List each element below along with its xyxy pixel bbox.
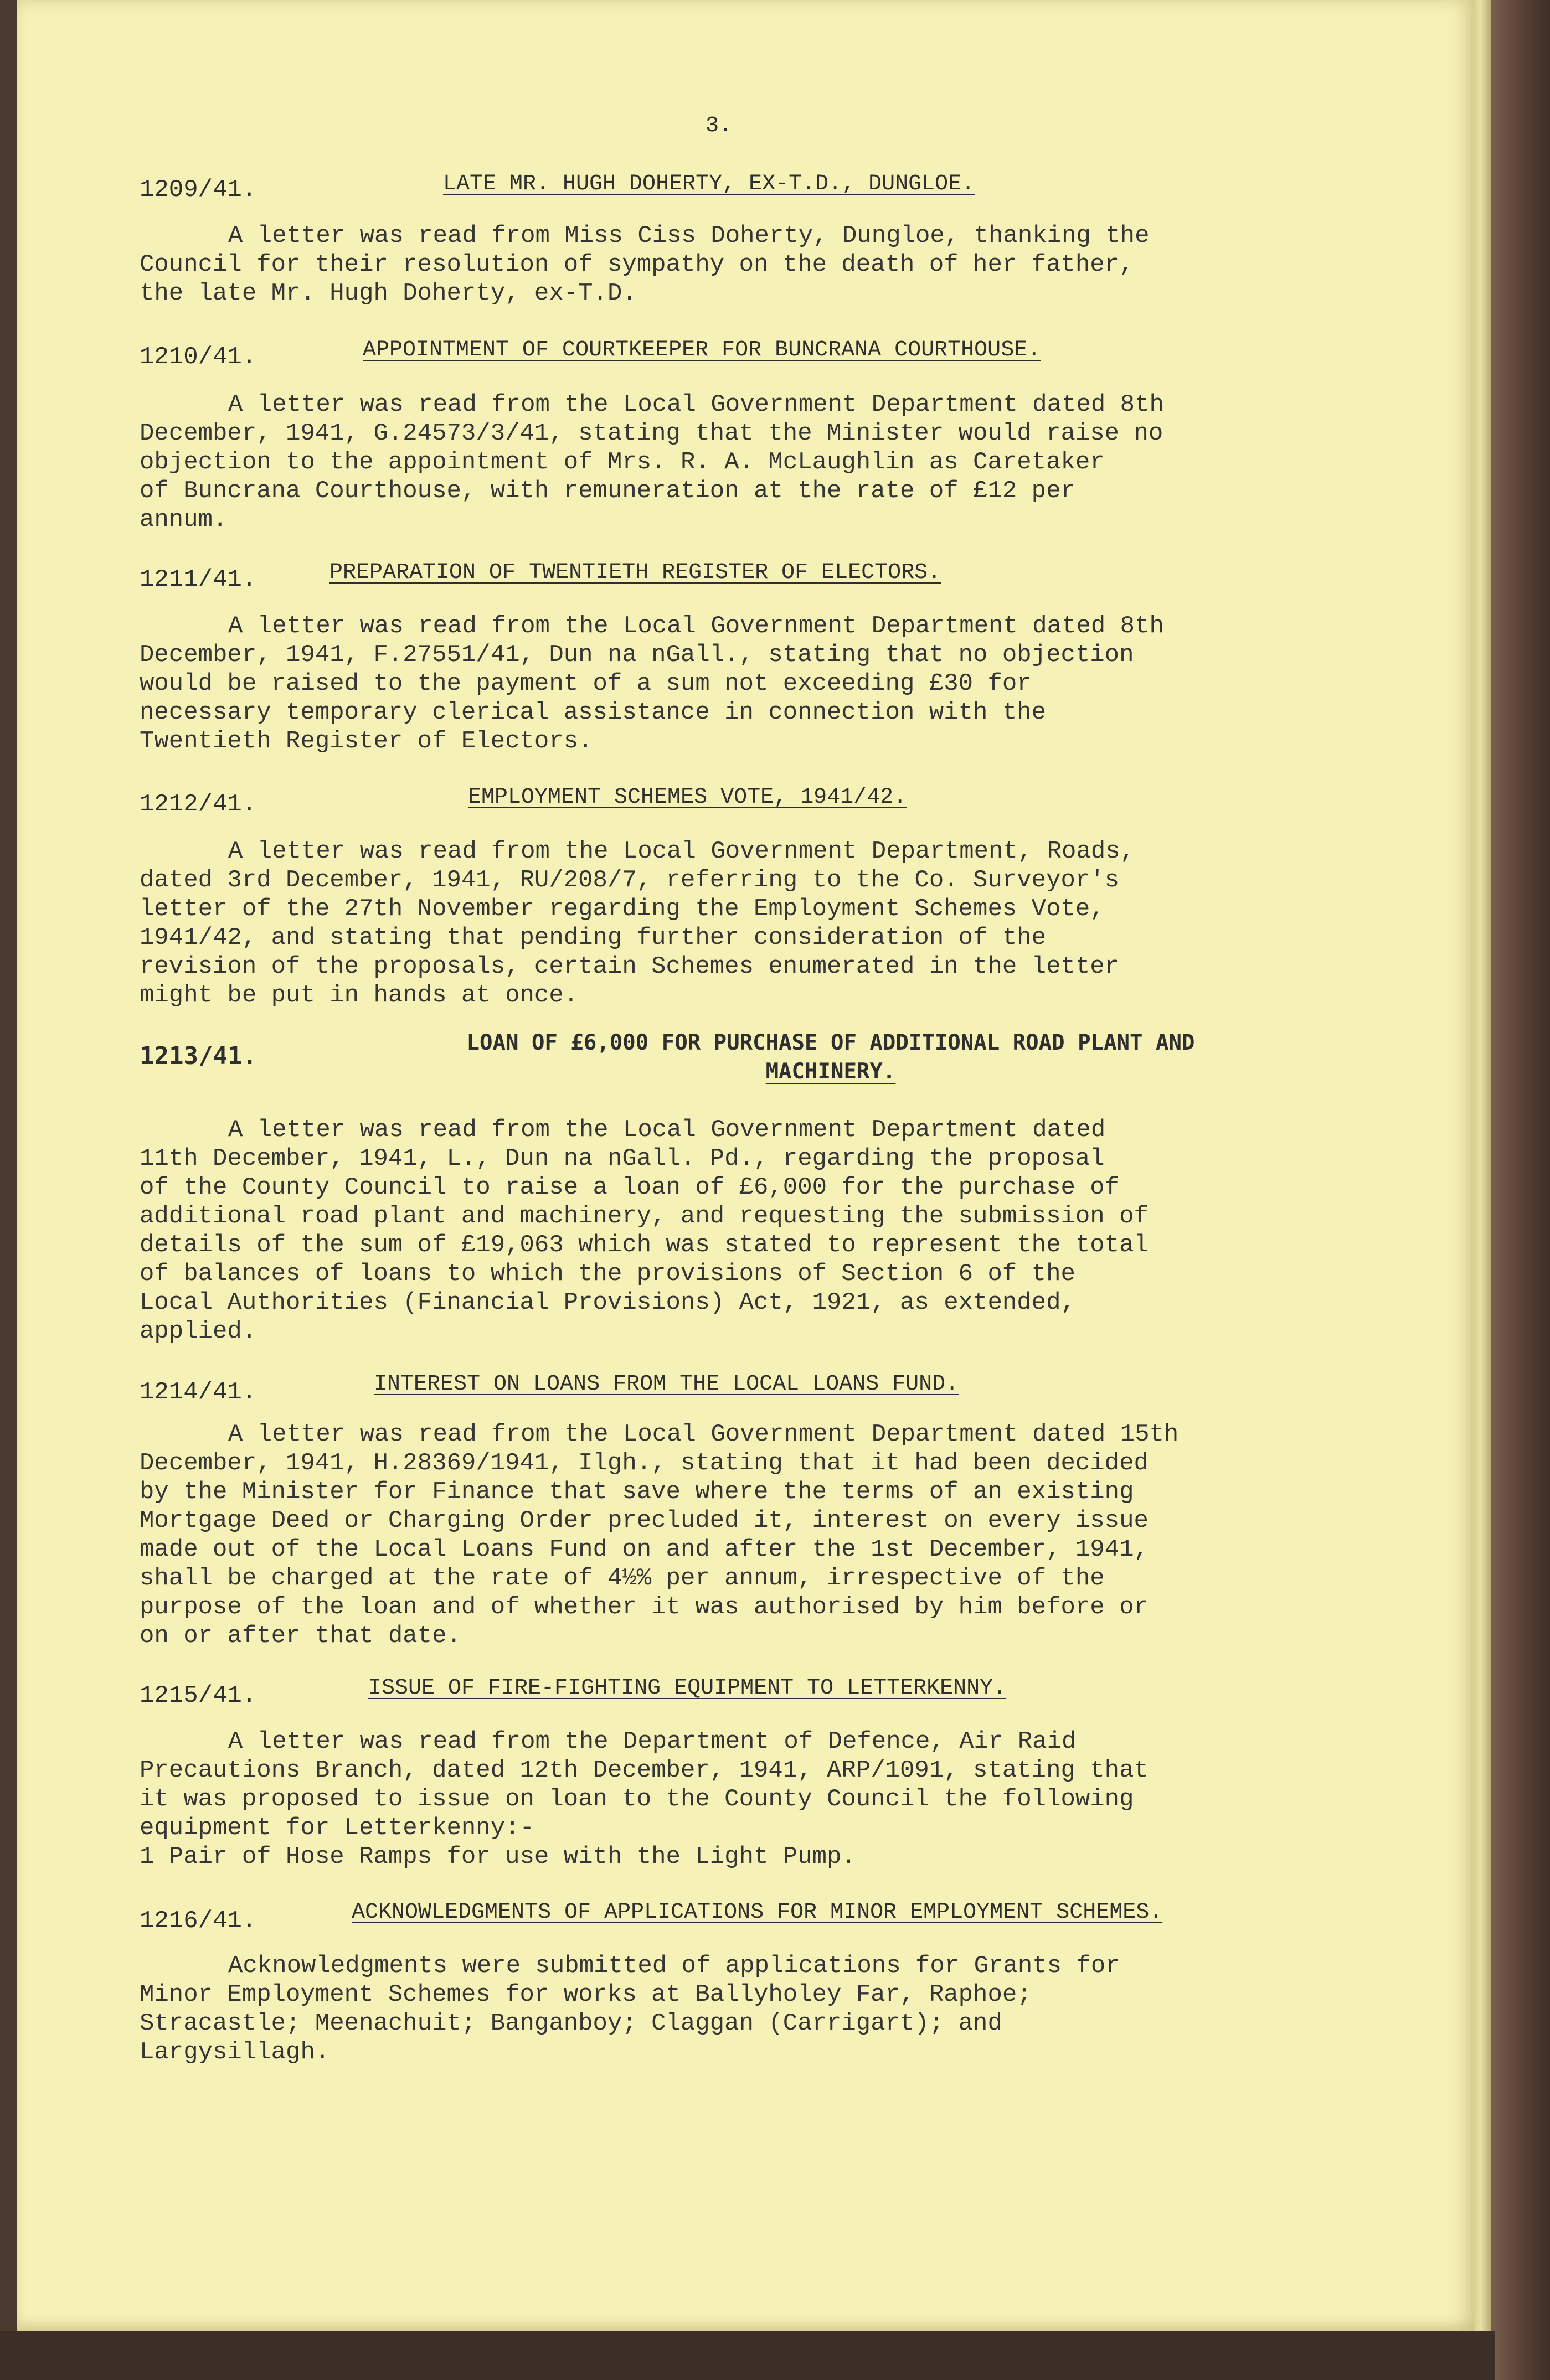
text-line: A letter was read from the Local Government Department dated 15th xyxy=(228,1421,1179,1448)
text-line: might be put in hands at once. xyxy=(140,982,579,1009)
minute-number: 1215/41. xyxy=(140,1682,257,1710)
text-line: A letter was read from the Local Government Department, Roads, xyxy=(228,838,1135,865)
text-line: Largysillagh. xyxy=(140,2038,330,2066)
page-number: 3. xyxy=(706,113,733,138)
minute-title-line: LOAN OF £6,000 FOR PURCHASE OF ADDITIONAL ROAD PLANT AND xyxy=(466,1030,1195,1055)
minute-title: INTEREST ON LOANS FROM THE LOCAL LOANS FUND. xyxy=(374,1372,959,1397)
text-line: 1941/42, and stating that pending further consideration of the xyxy=(140,924,1047,952)
minute-body xyxy=(140,612,1164,756)
text-line: Council for their resolution of sympathy on the death of her father, xyxy=(140,251,1134,278)
text-line: on or after that date. xyxy=(140,1622,461,1650)
minute-title: ACKNOWLEDGMENTS OF APPLICATIONS FOR MINOR EMPLOYMENT SCHEMES. xyxy=(352,1900,1163,1925)
minute-title-line: MACHINERY. xyxy=(765,1059,896,1084)
minute-title xyxy=(343,1029,1318,1086)
text-line: applied. xyxy=(140,1318,257,1345)
minute-number: 1212/41. xyxy=(140,791,257,818)
minute-title: APPOINTMENT OF COURTKEEPER FOR BUNCRANA COURTHOUSE. xyxy=(363,338,1041,363)
minute-number: 1209/41. xyxy=(140,176,257,204)
text-line: A letter was read from the Local Government Department dated 8th xyxy=(228,612,1164,640)
text-line: Stracastle; Meenachuit; Banganboy; Claggan (Carrigart); and xyxy=(140,2010,1002,2037)
text-line: additional road plant and machinery, and requesting the submission of xyxy=(140,1202,1149,1230)
text-line: of Buncrana Courthouse, with remuneration at the rate of £12 per xyxy=(140,477,1075,505)
scan-background xyxy=(0,2331,1495,2380)
text-line: A letter was read from the Local Government Department dated xyxy=(228,1116,1106,1144)
text-line: letter of the 27th November regarding the Employment Schemes Vote, xyxy=(140,895,1105,923)
text-line: the late Mr. Hugh Doherty, ex-T.D. xyxy=(140,280,637,307)
minute-body xyxy=(140,1116,1149,1346)
text-line: of balances of loans to which the provisions of Section 6 of the xyxy=(140,1260,1075,1288)
book-binding xyxy=(1491,0,1550,2380)
text-line: Precautions Branch, dated 12th December, 1941, ARP/1091, stating that xyxy=(140,1757,1149,1784)
minute-body xyxy=(140,221,1149,308)
text-line: would be raised to the payment of a sum not exceeding £30 for xyxy=(140,670,1032,698)
text-line: Acknowledgments were submitted of applications for Grants for xyxy=(228,1952,1120,1980)
text-line: revision of the proposals, certain Schemes enumerated in the letter xyxy=(140,953,1120,980)
text-line: A letter was read from Miss Ciss Doherty, Dungloe, thanking the xyxy=(228,222,1150,250)
text-line: Minor Employment Schemes for works at Ballyholey Far, Raphoe; xyxy=(140,1981,1032,2009)
minute-body xyxy=(140,1420,1178,1650)
page-edge xyxy=(1474,0,1491,2380)
text-line: shall be charged at the rate of 4½% per annum, irrespective of the xyxy=(140,1565,1105,1592)
text-line: A letter was read from the Local Government Department dated 8th xyxy=(228,391,1164,419)
text-line: objection to the appointment of Mrs. R. A. McLaughlin as Caretaker xyxy=(140,448,1105,476)
text-line: it was proposed to issue on loan to the County Council the following xyxy=(140,1785,1134,1813)
minute-title: LATE MR. HUGH DOHERTY, EX-T.D., DUNGLOE. xyxy=(443,172,975,197)
document-page xyxy=(17,0,1474,2331)
text-line: 11th December, 1941, L., Dun na nGall. Pd., regarding the proposal xyxy=(140,1145,1105,1173)
text-line: necessary temporary clerical assistance in connection with the xyxy=(140,699,1047,726)
minute-body xyxy=(140,1727,1149,1871)
text-line: Local Authorities (Financial Provisions) Act, 1921, as extended, xyxy=(140,1289,1075,1317)
text-line: annum. xyxy=(140,506,228,534)
text-line: A letter was read from the Department of Defence, Air Raid xyxy=(228,1728,1077,1756)
text-line: equipment for Letterkenny:- xyxy=(140,1814,534,1842)
text-line: Mortgage Deed or Charging Order precluded it, interest on every issue xyxy=(140,1507,1149,1535)
minute-number: 1216/41. xyxy=(140,1907,257,1935)
text-line: Twentieth Register of Electors. xyxy=(140,727,593,755)
minute-body xyxy=(140,837,1135,1010)
equipment-list-item: 1 Pair of Hose Ramps for use with the Light Pump. xyxy=(140,1843,856,1871)
minute-title: EMPLOYMENT SCHEMES VOTE, 1941/42. xyxy=(468,785,907,810)
text-line: December, 1941, F.27551/41, Dun na nGall., stating that no objection xyxy=(140,641,1134,669)
text-line: by the Minister for Finance that save where the terms of an existing xyxy=(140,1478,1134,1506)
minute-body xyxy=(140,390,1164,534)
text-line: December, 1941, H.28369/1941, Ilgh., stating that it had been decided xyxy=(140,1449,1149,1477)
minute-number: 1211/41. xyxy=(140,566,257,593)
text-line: December, 1941, G.24573/3/41, stating that the Minister would raise no xyxy=(140,420,1163,447)
minute-title: PREPARATION OF TWENTIETH REGISTER OF ELECTORS. xyxy=(329,560,941,585)
text-line: of the County Council to raise a loan of £6,000 for the purchase of xyxy=(140,1174,1120,1201)
text-line: details of the sum of £19,063 which was stated to represent the total xyxy=(140,1231,1149,1259)
text-line: purpose of the loan and of whether it was authorised by him before or xyxy=(140,1593,1149,1621)
text-line: made out of the Local Loans Fund on and after the 1st December, 1941, xyxy=(140,1536,1149,1563)
minute-number: 1214/41. xyxy=(140,1379,257,1406)
minute-body xyxy=(140,1952,1120,2067)
text-line: dated 3rd December, 1941, RU/208/7, referring to the Co. Surveyor's xyxy=(140,866,1120,894)
minute-number: 1213/41. xyxy=(140,1042,257,1070)
minute-number: 1210/41. xyxy=(140,343,257,371)
minute-title: ISSUE OF FIRE-FIGHTING EQUIPMENT TO LETTERKENNY. xyxy=(368,1676,1007,1701)
